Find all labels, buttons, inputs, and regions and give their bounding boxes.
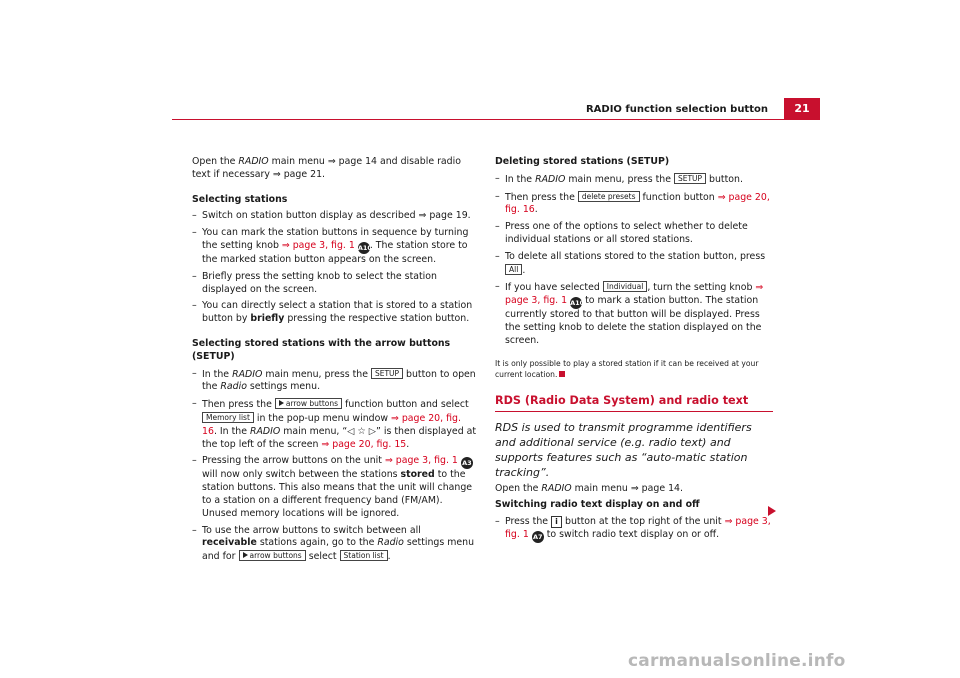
header-rule [172, 119, 820, 120]
end-marker-icon [559, 371, 565, 377]
arrow-buttons-heading: Selecting stored stations with the arrow buttons (SETUP) [192, 337, 451, 362]
page-reference-link[interactable]: ⇒ page 3, fig. 1 [281, 239, 355, 251]
page-reference-link[interactable]: ⇒ page 20, fig. 16 [505, 191, 770, 216]
footer-watermark: carmanualsonline.info [628, 651, 846, 671]
page-reference-link[interactable]: ⇒ page 20, fig. 16 [202, 412, 461, 437]
page-reference-link[interactable]: ⇒ page 3, fig. 1 [505, 282, 764, 307]
page-number: 21 [784, 98, 820, 120]
page-reference-link[interactable]: ⇒ page 3, fig. 1 [384, 455, 458, 467]
page-header [172, 98, 820, 120]
open-menu-paragraph: Open the RADIO main menu ⇒ page 14. [495, 482, 683, 494]
step-item: – If you have selected Individual , turn the setting knob ⇒ page 3, fig. 1 A10 to mark a station button. The station currently stored to that button will be displayed. Press the setting knob to delete the station displayed on the screen. [495, 281, 764, 346]
step-item: – In the RADIO main menu, press the SETUP button to open the Radio settings menu. [192, 367, 476, 393]
callout-badge: A10 [570, 299, 585, 308]
intro-paragraph: Open the RADIO main menu ⇒ page 14 and disable radio text if necessary ⇒ page 21. [192, 156, 461, 180]
left-column [192, 156, 478, 568]
radio-text-heading: Switching radio text display on and off [495, 499, 700, 511]
page-reference-link[interactable]: ⇒ page 3, fig. 1 [505, 516, 771, 540]
setup-key: SETUP [371, 368, 403, 379]
play-arrow-icon [243, 552, 248, 558]
page-reference-link[interactable]: ⇒ page 20, fig. 15 [321, 438, 407, 450]
callout-badge: A3 [462, 459, 472, 468]
arrow-buttons-key: arrow buttons [275, 398, 342, 409]
delete-presets-key: delete presets [578, 191, 640, 202]
delete-stations-heading: Deleting stored stations (SETUP) [495, 156, 670, 167]
step-item: – Pressing the arrow buttons on the unit ⇒ page 3, fig. 1 A3 will now only switch between the stations stored to the station buttons. This also means that the unit will change to a station on a different frequency band (FM/AM). Unused memory locations will be ignored. [192, 455, 473, 519]
step-item: – To use the arrow buttons to switch between all receivable stations again, go to the Radio settings menu and for arrow buttons select Station list . [192, 524, 475, 563]
individual-key: Individual [603, 281, 648, 292]
step-item: – In the RADIO main menu, press the SETUP button. [495, 172, 743, 185]
callout-badge: A10 [357, 243, 372, 252]
callout-badge: A7 [532, 532, 543, 541]
section-title: RDS (Radio Data System) and radio text [495, 394, 773, 412]
header-title: RADIO function selection button [585, 104, 768, 115]
note-paragraph: It is only possible to play a stored station if it can be received at your current location. [495, 358, 759, 379]
memory-list-key: Memory list [202, 412, 254, 423]
all-key: All [505, 264, 522, 275]
info-key-icon: i [551, 516, 562, 528]
step-item: – Briefly press the setting knob to select the station displayed on the screen. [192, 270, 437, 295]
step-item: – Press one of the options to select whether to delete individual stations or all stored stations. [495, 221, 748, 245]
right-column [495, 156, 773, 547]
selecting-stations-heading: Selecting stations [192, 193, 288, 205]
step-item: – You can mark the station buttons in sequence by turning the setting knob ⇒ page 3, fig. 1 A10. The station store to the marked station button appears on the screen. [192, 227, 469, 265]
next-page-arrow-icon[interactable] [768, 506, 776, 516]
setup-key: SETUP [674, 173, 706, 184]
step-item: – Then press the delete presets function button ⇒ page 20, fig. 16. [495, 190, 770, 216]
step-item: – To delete all stations stored to the station button, press All . [495, 250, 766, 276]
arrow-buttons-key: arrow buttons [239, 550, 306, 561]
step-item: – Press the i button at the top right of the unit ⇒ page 3, fig. 1 A7 to switch radio text display on or off. [495, 516, 771, 541]
station-list-key: Station list [340, 550, 388, 561]
rds-intro: RDS is used to transmit programme identifiers and additional service (e.g. radio text) and supports features such as “auto-matic station tracking”. [495, 420, 752, 479]
play-arrow-icon [279, 400, 284, 406]
step-item: – Switch on station button display as described ⇒ page 19. [192, 210, 471, 222]
step-item: – You can directly select a station that is stored to a station button by briefly pressing the respective station button. [192, 300, 473, 325]
step-item: – Then press the arrow buttons function button and select Memory list in the pop-up menu window ⇒ page 20, fig. 16. In the RADIO main menu, “◁ ☆ ▷” is then displayed at the top left of the screen ⇒ page 20, fig. 15. [192, 398, 477, 450]
